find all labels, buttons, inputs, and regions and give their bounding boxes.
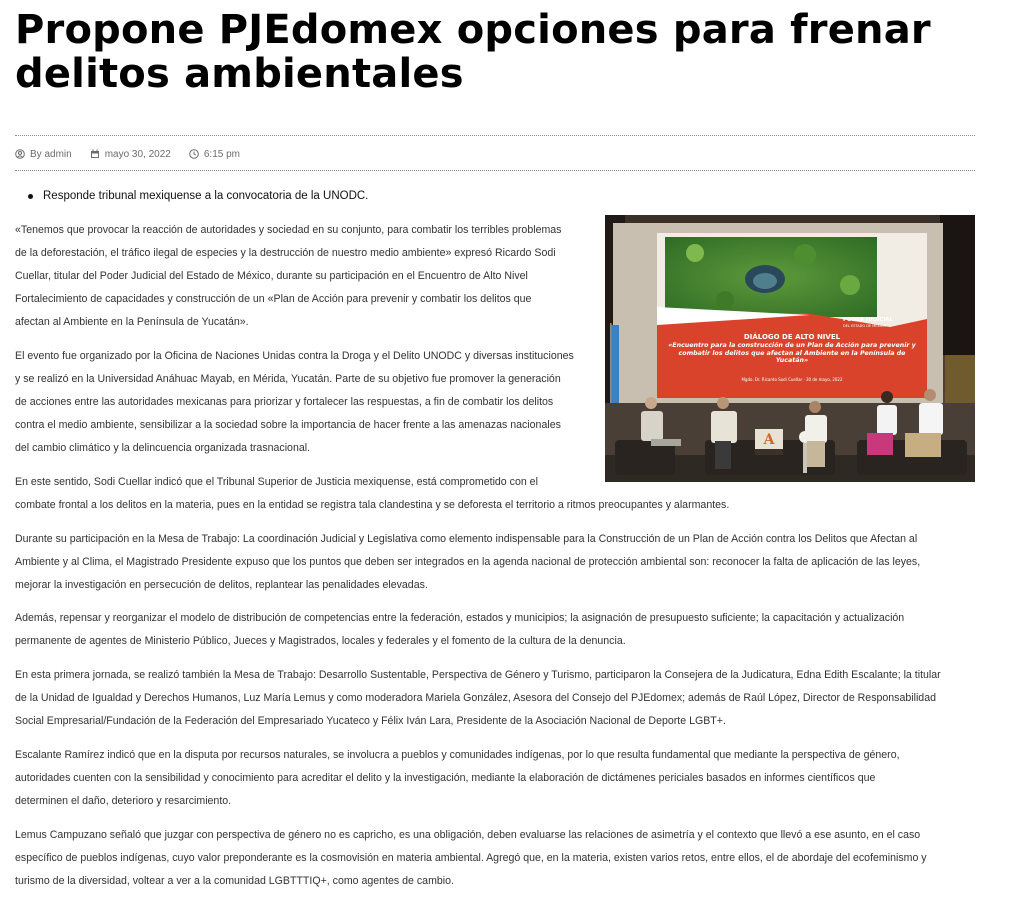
summary-bullet	[28, 190, 368, 202]
paragraph-line: de la deforestación, el tráfico ilegal de especies y la destrucción de nuestro medio ambiente» expresó Ricardo Sodi	[15, 247, 556, 259]
article-title: Propone PJEdomex opciones para frenar delitos ambientales	[15, 7, 931, 97]
podium-letter: A	[763, 432, 775, 448]
paragraph-line: Además, repensar y reorganizar el modelo de distribución de competencias entre la federación, estados y municipios; la asignación de presupuesto suficiente; la capacitación y actualización	[15, 612, 905, 624]
paragraph-line: Durante su participación en la Mesa de Trabajo: La coordinación Judicial y Legislativa como elemento indispensable para la Construcción de un Plan de Acción contra los Delitos que Afectan al	[15, 533, 918, 545]
paragraph	[15, 824, 995, 893]
person	[717, 397, 729, 409]
paragraph-line: En esta primera jornada, se realizó también la Mesa de Trabajo: Desarrollo Sustentable, Perspectiva de Género y Turismo, participaron la Consejera de la Judicatura, Edna Edith Escalante; la titular	[15, 669, 941, 681]
paragraph-line: afectan al Ambiente en la Península de Yucatán».	[15, 316, 249, 328]
paragraph	[15, 528, 995, 597]
screen-header-sub: DEL ESTADO DE MÉXICO	[843, 324, 887, 328]
paragraph-line: Fortalecimiento de capacidades y construcción de un «Plan de Acción para prevenir y combatir los delitos que	[15, 293, 532, 305]
person	[881, 391, 893, 403]
meta-date[interactable]	[90, 149, 171, 160]
paragraph-line: mejorar la investigación en persecución de delitos, replantear las penalidades elevadas.	[15, 579, 428, 591]
paragraph-line: contra el medio ambiente, sensibilizar a la sociedad sobre la importancia de hacer frente a las amenazas nacionales	[15, 419, 561, 431]
paragraph-line: determinen el daño, deterioro y resarcimiento.	[15, 795, 232, 807]
screen-header: PODER JUDICIAL	[843, 317, 894, 323]
paragraph	[15, 471, 975, 517]
screen-subtitle: «Encuentro para la construcción de un Plan de Acción para prevenir y combatir los delitos que afectan al Ambiente en la Península de Yucatán»	[668, 342, 916, 364]
paragraph-line: específico de pueblos indígenas, cuyo valor preponderante es la cosmovisión en materia ambiental. Agregó que, en la materia, existen varios retos, entre ellos, el de abordaje del ecofeminismo y	[15, 852, 927, 864]
paragraph-line: y se realizó en la Universidad Anáhuac Mayab, en Mérida, Yucatán. Parte de su objetivo fue promover la generación	[15, 373, 561, 385]
paragraph-line: Cuellar, titular del Poder Judicial del Estado de México, durante su participación en el Encuentro de Alto Nivel	[15, 270, 528, 282]
divider-bottom	[15, 170, 975, 171]
paragraph-line: combate frontal a los delitos en la materia, pues en la entidad se registra tala clandestina y se deforesta el territorio a ritmos preocupantes y alarmantes.	[15, 499, 730, 511]
paragraph-line: «Tenemos que provocar la reacción de autoridades y sociedad en su conjunto, para combatir los terribles problemas	[15, 224, 562, 236]
paragraph-line: de acciones entre las autoridades mexicanas para priorizar y fortalecer las respuestas, a fin de combatir los delitos	[15, 396, 554, 408]
meta-time	[189, 149, 240, 160]
paragraph-line: autoridades cuenten con la sensibilidad y conocimiento para acreditar el delito y la investigación, mediante la elaboración de dictámenes periciales basados en informes científicos que	[15, 772, 876, 784]
bullet-text: Responde tribunal mexiquense a la convocatoria de la UNODC.	[43, 190, 369, 202]
event-photo-illustration	[605, 215, 975, 482]
paragraph	[15, 664, 995, 733]
paragraph-line: Social Empresarial/Fundación de la Federación del Empresariado Yucateco y Félix Iván Lara, Presidente de la Asociación Nacional de Deporte LGBT+.	[15, 715, 726, 727]
time-label: 6:15 pm	[203, 148, 240, 160]
clock-icon	[189, 149, 199, 159]
screen-title: DIÁLOGO DE ALTO NIVEL	[743, 333, 841, 341]
person	[645, 397, 657, 409]
person	[809, 401, 821, 413]
paragraph	[15, 219, 595, 334]
un-flag	[611, 325, 619, 415]
user-icon	[15, 149, 25, 159]
person	[924, 389, 936, 401]
paragraph-line: permanente de agentes de Ministerio Público, Jueces y Magistrados, locales y federales y el fomento de la cultura de la denuncia.	[15, 635, 626, 647]
paragraph	[15, 744, 995, 813]
paragraph	[15, 345, 605, 460]
paragraph-line: turismo de la diversidad, voltear a ver a la comunidad LGBTTTIQ+, como agentes de cambio.	[15, 875, 454, 887]
bullet-dot	[28, 194, 33, 199]
paragraph-line: Ambiente y al Clima, el Magistrado Presidente expuso que los puntos que deben ser integrados en la agenda nacional de protección ambiental son: reconocer la falta de aplicación de las leyes,	[15, 556, 921, 568]
article-photo	[605, 215, 975, 482]
post-meta	[15, 146, 258, 162]
screen-footer: Mgdo. Dr. Ricardo Sodi Cuellar · 30 de mayo, 2022	[741, 377, 843, 382]
paragraph-line: El evento fue organizado por la Oficina de Naciones Unidas contra la Droga y el Delito UNODC y diversas instituciones	[15, 350, 574, 362]
paragraph	[15, 607, 995, 653]
paragraph-line: de la Unidad de Igualdad y Derechos Humanos, Luz María Lemus y como moderadora Mariela González, Asesora del Consejo del PJEdomex; además de Raúl López, Director de Responsabilidad	[15, 692, 936, 704]
divider-top	[15, 135, 975, 136]
calendar-icon	[90, 149, 100, 159]
paragraph-line: En este sentido, Sodi Cuellar indicó que el Tribunal Superior de Justicia mexiquense, está comprometido con el	[15, 476, 538, 488]
author-label: By admin	[30, 148, 72, 160]
paragraph-line: del cambio climático y la delincuencia organizada trasnacional.	[15, 442, 311, 454]
meta-author[interactable]	[15, 149, 72, 160]
paragraph-line: Escalante Ramírez indicó que en la disputa por recursos naturales, se involucra a pueblos y comunidades indígenas, por lo que resulta fundamental que mediante la perspectiva de género,	[15, 749, 900, 761]
date-label: mayo 30, 2022	[104, 148, 171, 160]
paragraph-line: Lemus Campuzano señaló que juzgar con perspectiva de género no es capricho, es una obligación, deben evaluarse las relaciones de asimetría y el contexto que llevó a ese asunto, en el caso	[15, 829, 921, 841]
